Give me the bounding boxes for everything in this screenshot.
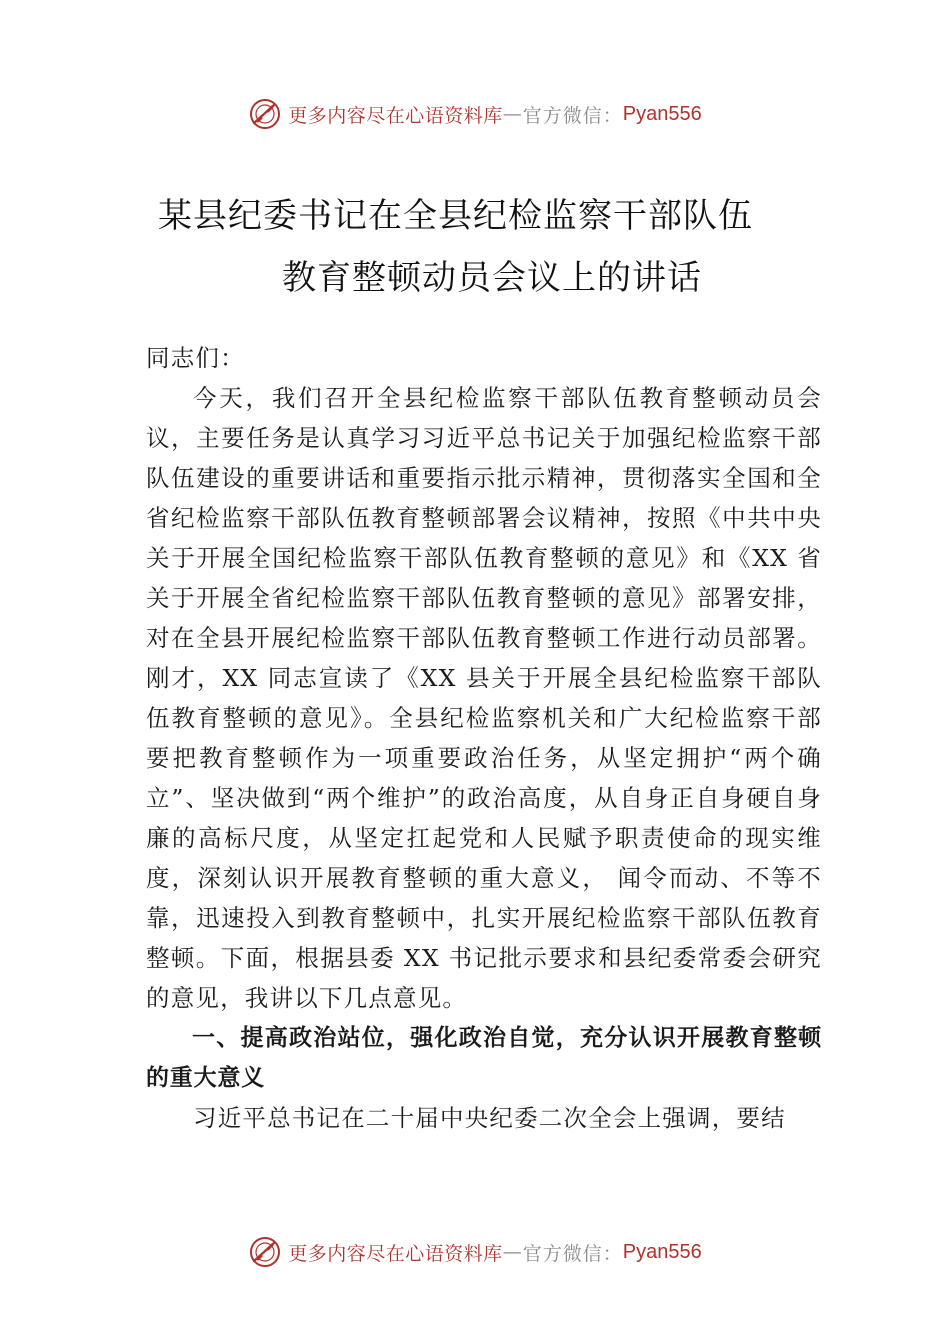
banner-wechat-label: 官方微信：: [522, 104, 623, 127]
banner-dash: —: [502, 103, 523, 125]
footer-banner: [0, 1232, 950, 1272]
seal-logo-icon: [248, 97, 282, 131]
banner-library-text: 更多内容尽在心语资料库: [288, 1242, 503, 1265]
banner-library-text: 更多内容尽在心语资料库: [288, 104, 503, 127]
salutation: 同志们：: [146, 344, 245, 372]
banner-wechat-id: Pyan556: [622, 102, 702, 125]
paragraph-1: 今天，我们召开全县纪检监察干部队伍教育整顿动员会议，主要任务是认真学习习近平总书记关于加强纪检监察干部队伍建设的重要讲话和重要指示批示精神，贯彻落实全国和全省纪检监察干部队伍教育整顿部署会议精神，按照《中共中央关于开展全国纪检监察干部队伍教育整顿的意见》和《XX 省关于开展全省纪检监察干部队伍教育整顿的意见》部署安排，对在全县开展纪检监察干部队伍教育整顿工作进行动员部署。刚才，XX 同志宣读了《XX 县关于开展全县纪检监察干部队伍教育整顿的意见》。全县纪检监察机关和广大纪检监察干部要把教育整顿作为一项重要政治任务，从坚定拥护“两个确立”、坚决做到“两个维护”的政治高度，从自身正自身硬自身廉的高标尺度，从坚定扛起党和人民赋予职责使命的现实维度，深刻认识开展教育整顿的重大意义， 闻令而动、不等不靠，迅速投入到教育整顿中，扎实开展纪检监察干部队伍教育整顿。下面，根据县委 XX 书记批示要求和县纪委常委会研究的意见，我讲以下几点意见。: [146, 384, 822, 1012]
banner-wechat-label: 官方微信：: [522, 1242, 623, 1265]
section-heading-1: 一、提高政治站位，强化政治自觉，充分认识开展教育整顿的重大意义: [146, 1025, 822, 1091]
banner-dash: —: [502, 1241, 523, 1263]
document-title-line1: 某县纪委书记在全县纪检监察干部队伍: [158, 196, 753, 236]
document-title-line2: 教育整顿动员会议上的讲话: [282, 258, 702, 298]
document-body: [146, 338, 822, 1138]
header-banner: [0, 94, 950, 134]
seal-logo-icon: [248, 1235, 282, 1269]
paragraph-2: 习近平总书记在二十届中央纪委二次全会上强调，要结: [193, 1104, 786, 1132]
banner-wechat-id: Pyan556: [622, 1240, 702, 1263]
